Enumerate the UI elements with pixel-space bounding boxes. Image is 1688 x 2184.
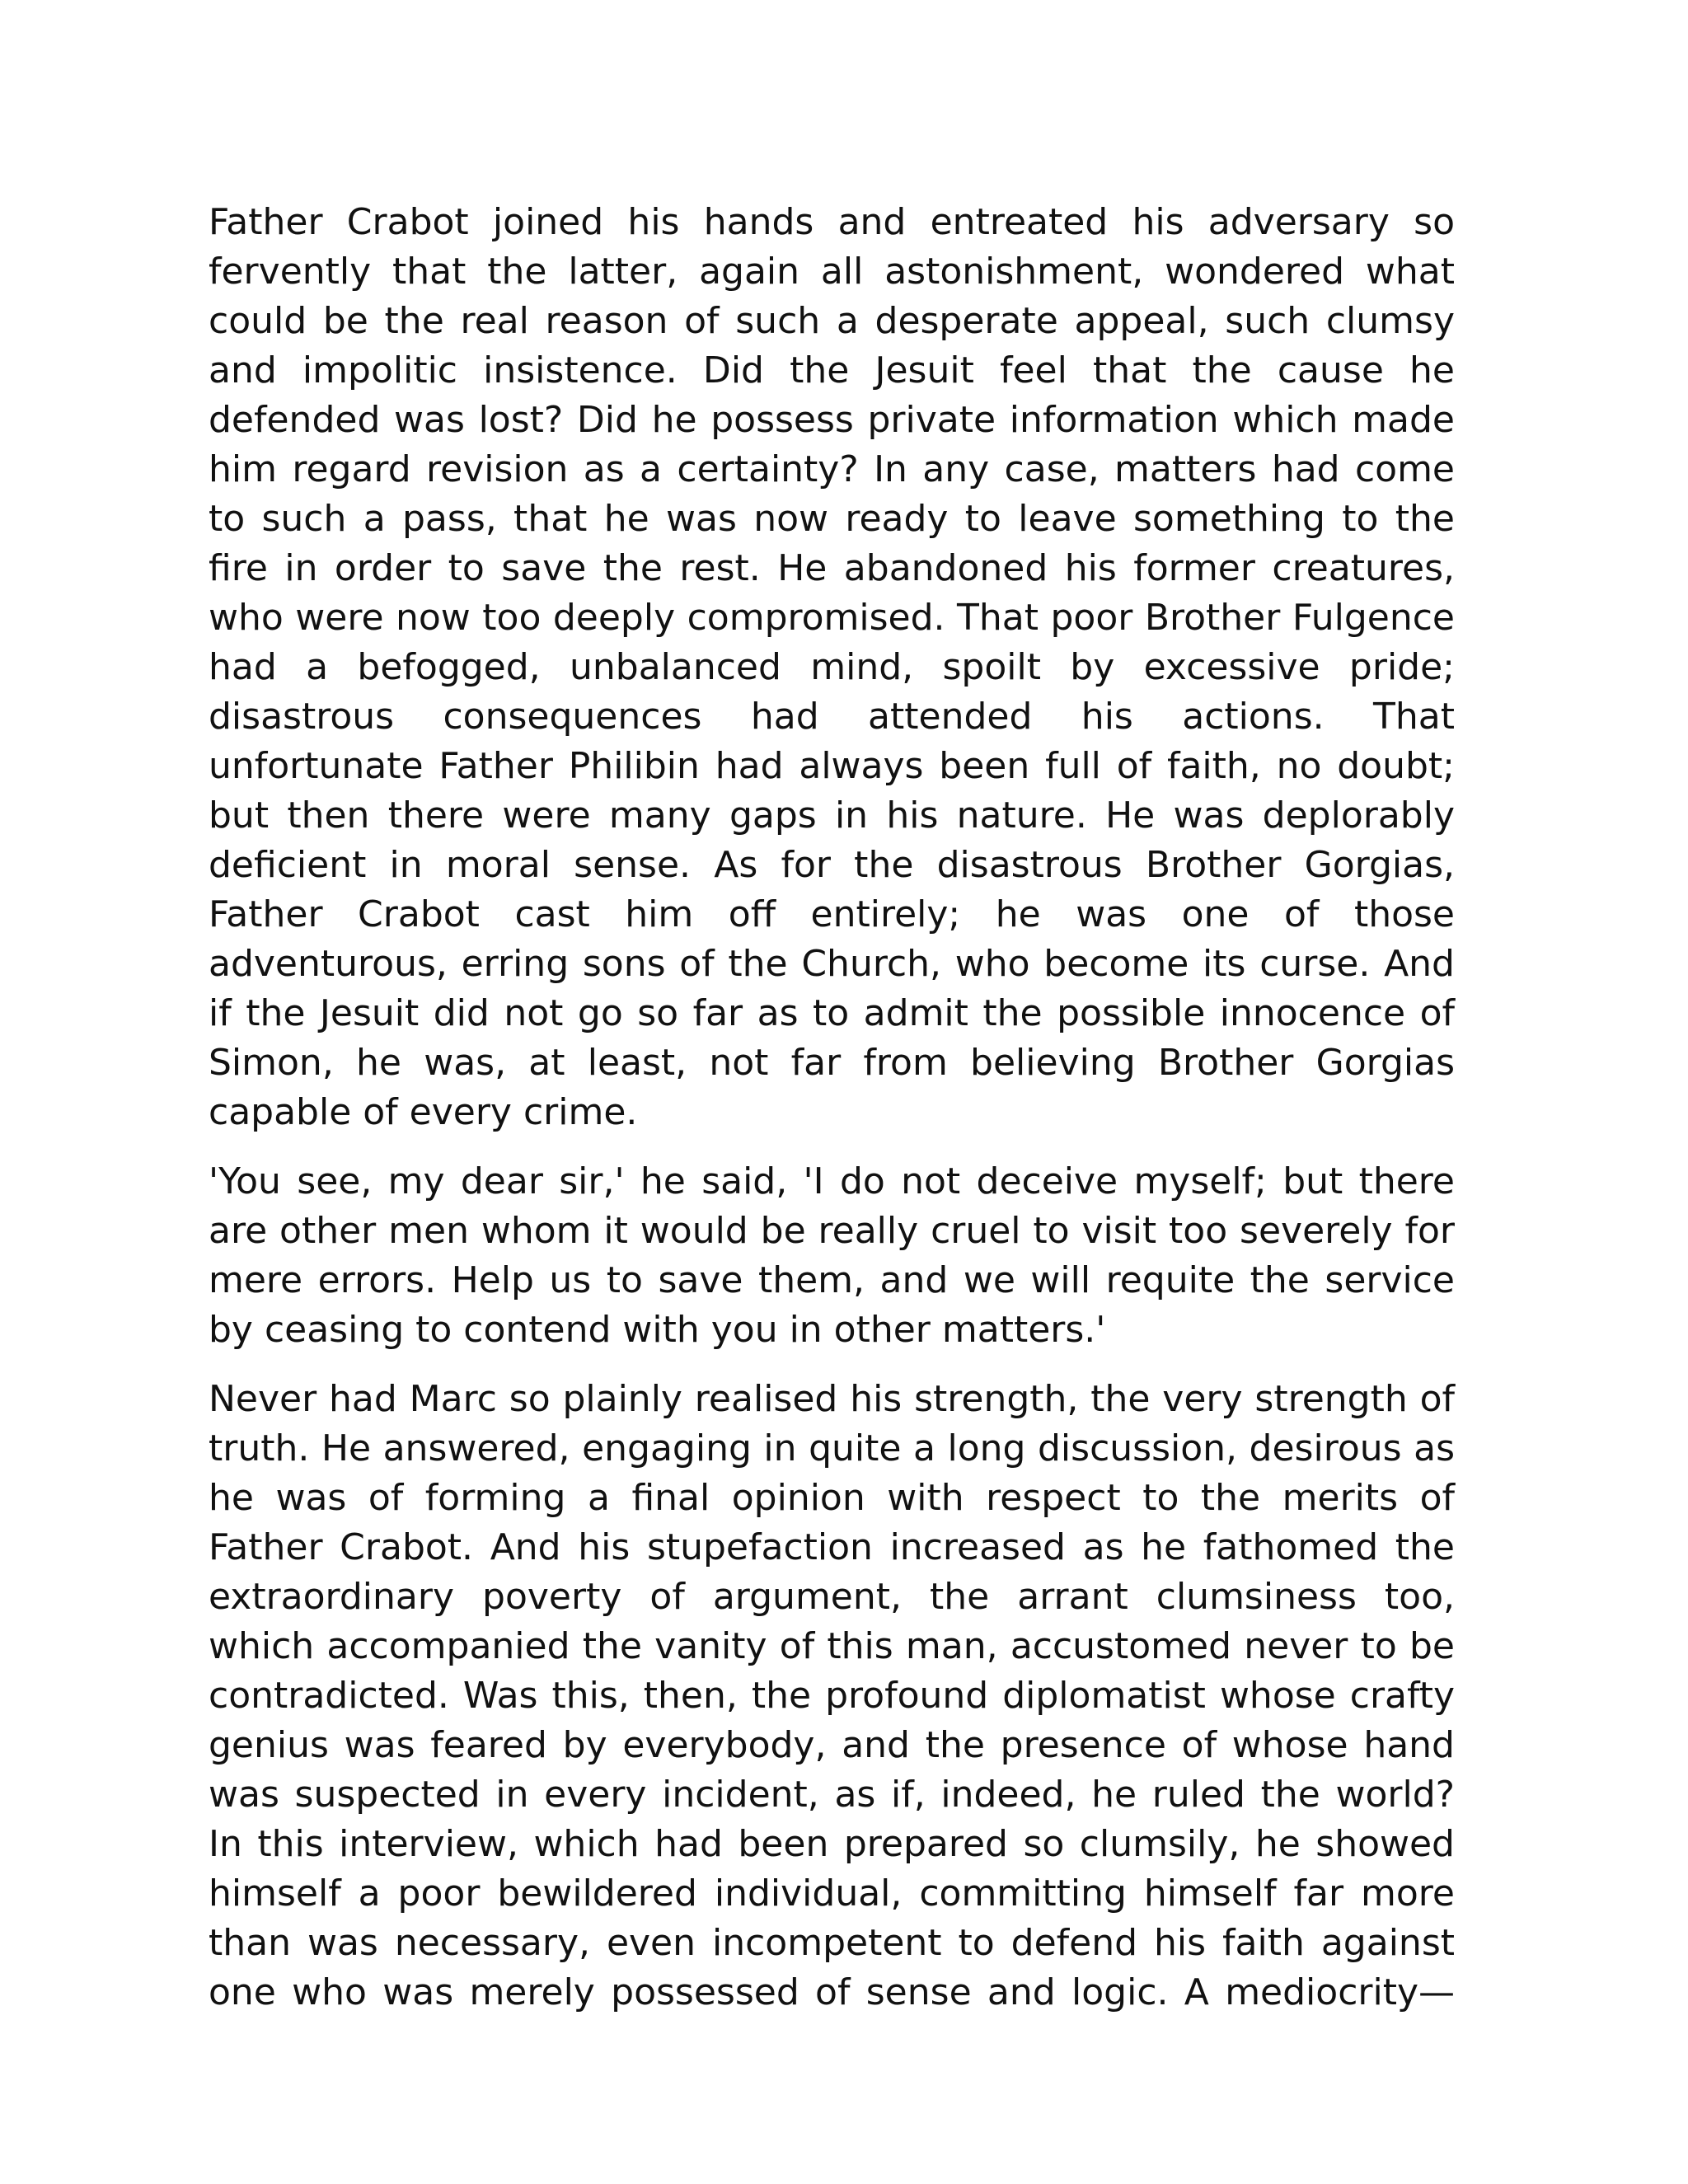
paragraph-marc-reflection: Never had Marc so plainly realised his strength, the very strength of truth. He answered, engaging in quite a long discussion, desirous as he was of forming a final opinion with respect to the merits of Father Crabot. And his stupefaction increased as he fathomed the extraordinary poverty of argument, the arrant clumsiness too, which accompanied the vanity of this man, accustomed never to be contradicted. Was this, then, the profound diplomatist whose crafty genius was feared by everybody, and the presence of whose hand was suspected in every incident, as if, indeed, he ruled the world? In this interview, which had been prepared so clumsily, he showed himself a poor bewildered individual, committing himself far more than was necessary, even incompetent to defend his faith against one who was merely possessed of sense and logic. A mediocrity— <box>209 1378 1455 2013</box>
paragraph-crabot-entreaty: Father Crabot joined his hands and entreated his adversary so fervently that the latter, again all astonishment, wondered what could be the real reason of such a desperate appeal, such clumsy and impolitic insistence. Did the Jesuit feel that the cause he defended was lost? Did he possess private information which made him regard revision as a certainty? In any case, matters had come to such a pass, that he was now ready to leave something to the fire in order to save the rest. He abandoned his former creatures, who were now too deeply compromised. That poor Brother Fulgence had a befogged, unbalanced mind, spoilt by excessive pride; disastrous consequences had attended his actions. That unfortunate Father Philibin had always been full of faith, no doubt; but then there were many gaps in his nature. He was deplorably deficient in moral sense. As for the disastrous Brother Gorgias, Father Crabot cast him off entirely; he was one of those adventurous, erring sons of the Church, who become its curse. And if the Jesuit did not go so far as to admit the possible innocence of Simon, he was, at least, not far from believing Brother Gorgias capable of every crime. <box>209 201 1455 1133</box>
paragraph-crabot-quote: 'You see, my dear sir,' he said, 'I do not deceive myself; but there are other men whom it would be really cruel to visit too severely for mere errors. Help us to save them, and we will requite the service by ceasing to contend with you in other matters.' <box>209 1160 1455 1351</box>
document-page <box>209 198 1455 2018</box>
